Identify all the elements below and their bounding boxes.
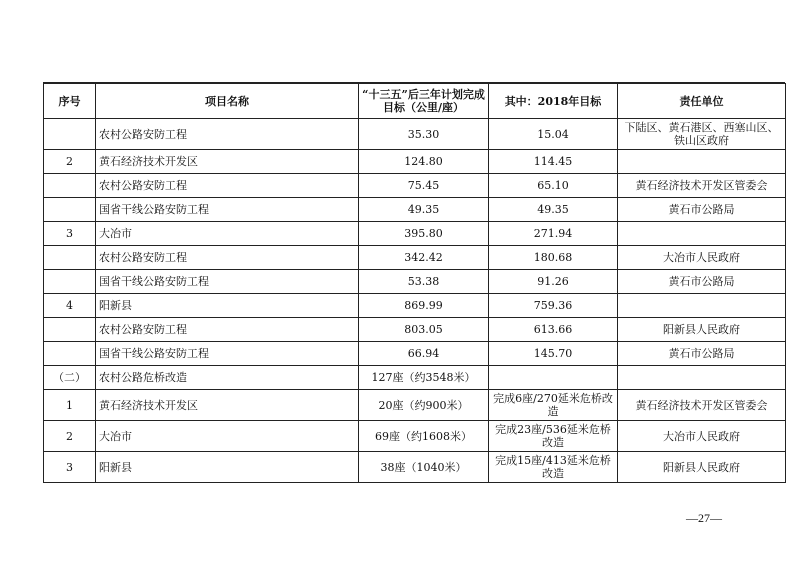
cell-seq [44,246,96,270]
cell-project-name: 黄石经济技术开发区 [96,390,359,421]
cell-seq: 2 [44,421,96,452]
table-row [44,198,786,222]
cell-seq [44,318,96,342]
table-row [44,246,786,270]
table-row [44,452,786,483]
cell-target-2018: 完成6座/270延米危桥改造 [489,390,618,421]
table-row [44,222,786,246]
cell-project-name: 农村公路危桥改造 [96,366,359,390]
cell-project-name: 农村公路安防工程 [96,174,359,198]
cell-project-name: 国省干线公路安防工程 [96,270,359,294]
cell-target-2018: 完成15座/413延米危桥改造 [489,452,618,483]
cell-seq [44,270,96,294]
table-header-row [44,84,786,119]
cell-project-name: 大冶市 [96,222,359,246]
cell-project-name: 阳新县 [96,294,359,318]
table-row [44,119,786,150]
cell-seq: 2 [44,150,96,174]
cell-seq [44,198,96,222]
cell-target-2018: 49.35 [489,198,618,222]
cell-project-name: 农村公路安防工程 [96,246,359,270]
cell-target: 395.80 [359,222,489,246]
cell-responsible-unit [618,150,786,174]
cell-target: 49.35 [359,198,489,222]
cell-target-2018 [489,366,618,390]
cell-project-name: 黄石经济技术开发区 [96,150,359,174]
cell-seq: 4 [44,294,96,318]
cell-responsible-unit: 阳新县人民政府 [618,318,786,342]
cell-target-2018: 180.68 [489,246,618,270]
cell-responsible-unit: 黄石市公路局 [618,198,786,222]
page-number: —27— [686,511,722,525]
cell-seq: 1 [44,390,96,421]
cell-target-2018: 145.70 [489,342,618,366]
cell-project-name: 农村公路安防工程 [96,119,359,150]
cell-project-name: 阳新县 [96,452,359,483]
table-row [44,270,786,294]
header-target-2018: 其中：2018年目标 [489,84,618,119]
cell-seq: （二） [44,366,96,390]
cell-seq [44,342,96,366]
header-seq: 序号 [44,84,96,119]
cell-target-2018: 91.26 [489,270,618,294]
table-row [44,294,786,318]
cell-target: 803.05 [359,318,489,342]
cell-seq: 3 [44,222,96,246]
cell-target: 342.42 [359,246,489,270]
cell-target-2018: 271.94 [489,222,618,246]
cell-target-2018: 完成23座/536延米危桥改造 [489,421,618,452]
cell-responsible-unit: 大冶市人民政府 [618,421,786,452]
cell-target: 75.45 [359,174,489,198]
cell-responsible-unit [618,222,786,246]
cell-target: 53.38 [359,270,489,294]
cell-target-2018: 759.36 [489,294,618,318]
cell-responsible-unit: 黄石市公路局 [618,270,786,294]
cell-target-2018: 65.10 [489,174,618,198]
cell-seq [44,119,96,150]
cell-target: 124.80 [359,150,489,174]
cell-seq [44,174,96,198]
table-row [44,318,786,342]
cell-seq: 3 [44,452,96,483]
cell-target: 38座（1040米） [359,452,489,483]
cell-target: 20座（约900米） [359,390,489,421]
table-row [44,390,786,421]
cell-target: 127座（约3548米） [359,366,489,390]
cell-target: 69座（约1608米） [359,421,489,452]
cell-responsible-unit: 黄石经济技术开发区管委会 [618,390,786,421]
table-row [44,421,786,452]
table-row [44,342,786,366]
header-name: 项目名称 [96,84,359,119]
cell-project-name: 国省干线公路安防工程 [96,342,359,366]
cell-responsible-unit: 阳新县人民政府 [618,452,786,483]
cell-project-name: 国省干线公路安防工程 [96,198,359,222]
cell-responsible-unit: 大冶市人民政府 [618,246,786,270]
cell-target: 35.30 [359,119,489,150]
table-body [44,119,786,483]
cell-target: 869.99 [359,294,489,318]
table-row [44,174,786,198]
header-responsible-unit: 责任单位 [618,84,786,119]
cell-responsible-unit: 黄石经济技术开发区管委会 [618,174,786,198]
cell-responsible-unit [618,294,786,318]
cell-project-name: 农村公路安防工程 [96,318,359,342]
cell-project-name: 大冶市 [96,421,359,452]
table-row [44,150,786,174]
project-table [43,83,786,483]
cell-target: 66.94 [359,342,489,366]
header-target: “十三五”后三年计划完成目标（公里/座） [359,84,489,119]
cell-target-2018: 613.66 [489,318,618,342]
cell-responsible-unit: 下陆区、黄石港区、西塞山区、铁山区政府 [618,119,786,150]
cell-target-2018: 15.04 [489,119,618,150]
table-row [44,366,786,390]
cell-responsible-unit [618,366,786,390]
cell-target-2018: 114.45 [489,150,618,174]
cell-responsible-unit: 黄石市公路局 [618,342,786,366]
